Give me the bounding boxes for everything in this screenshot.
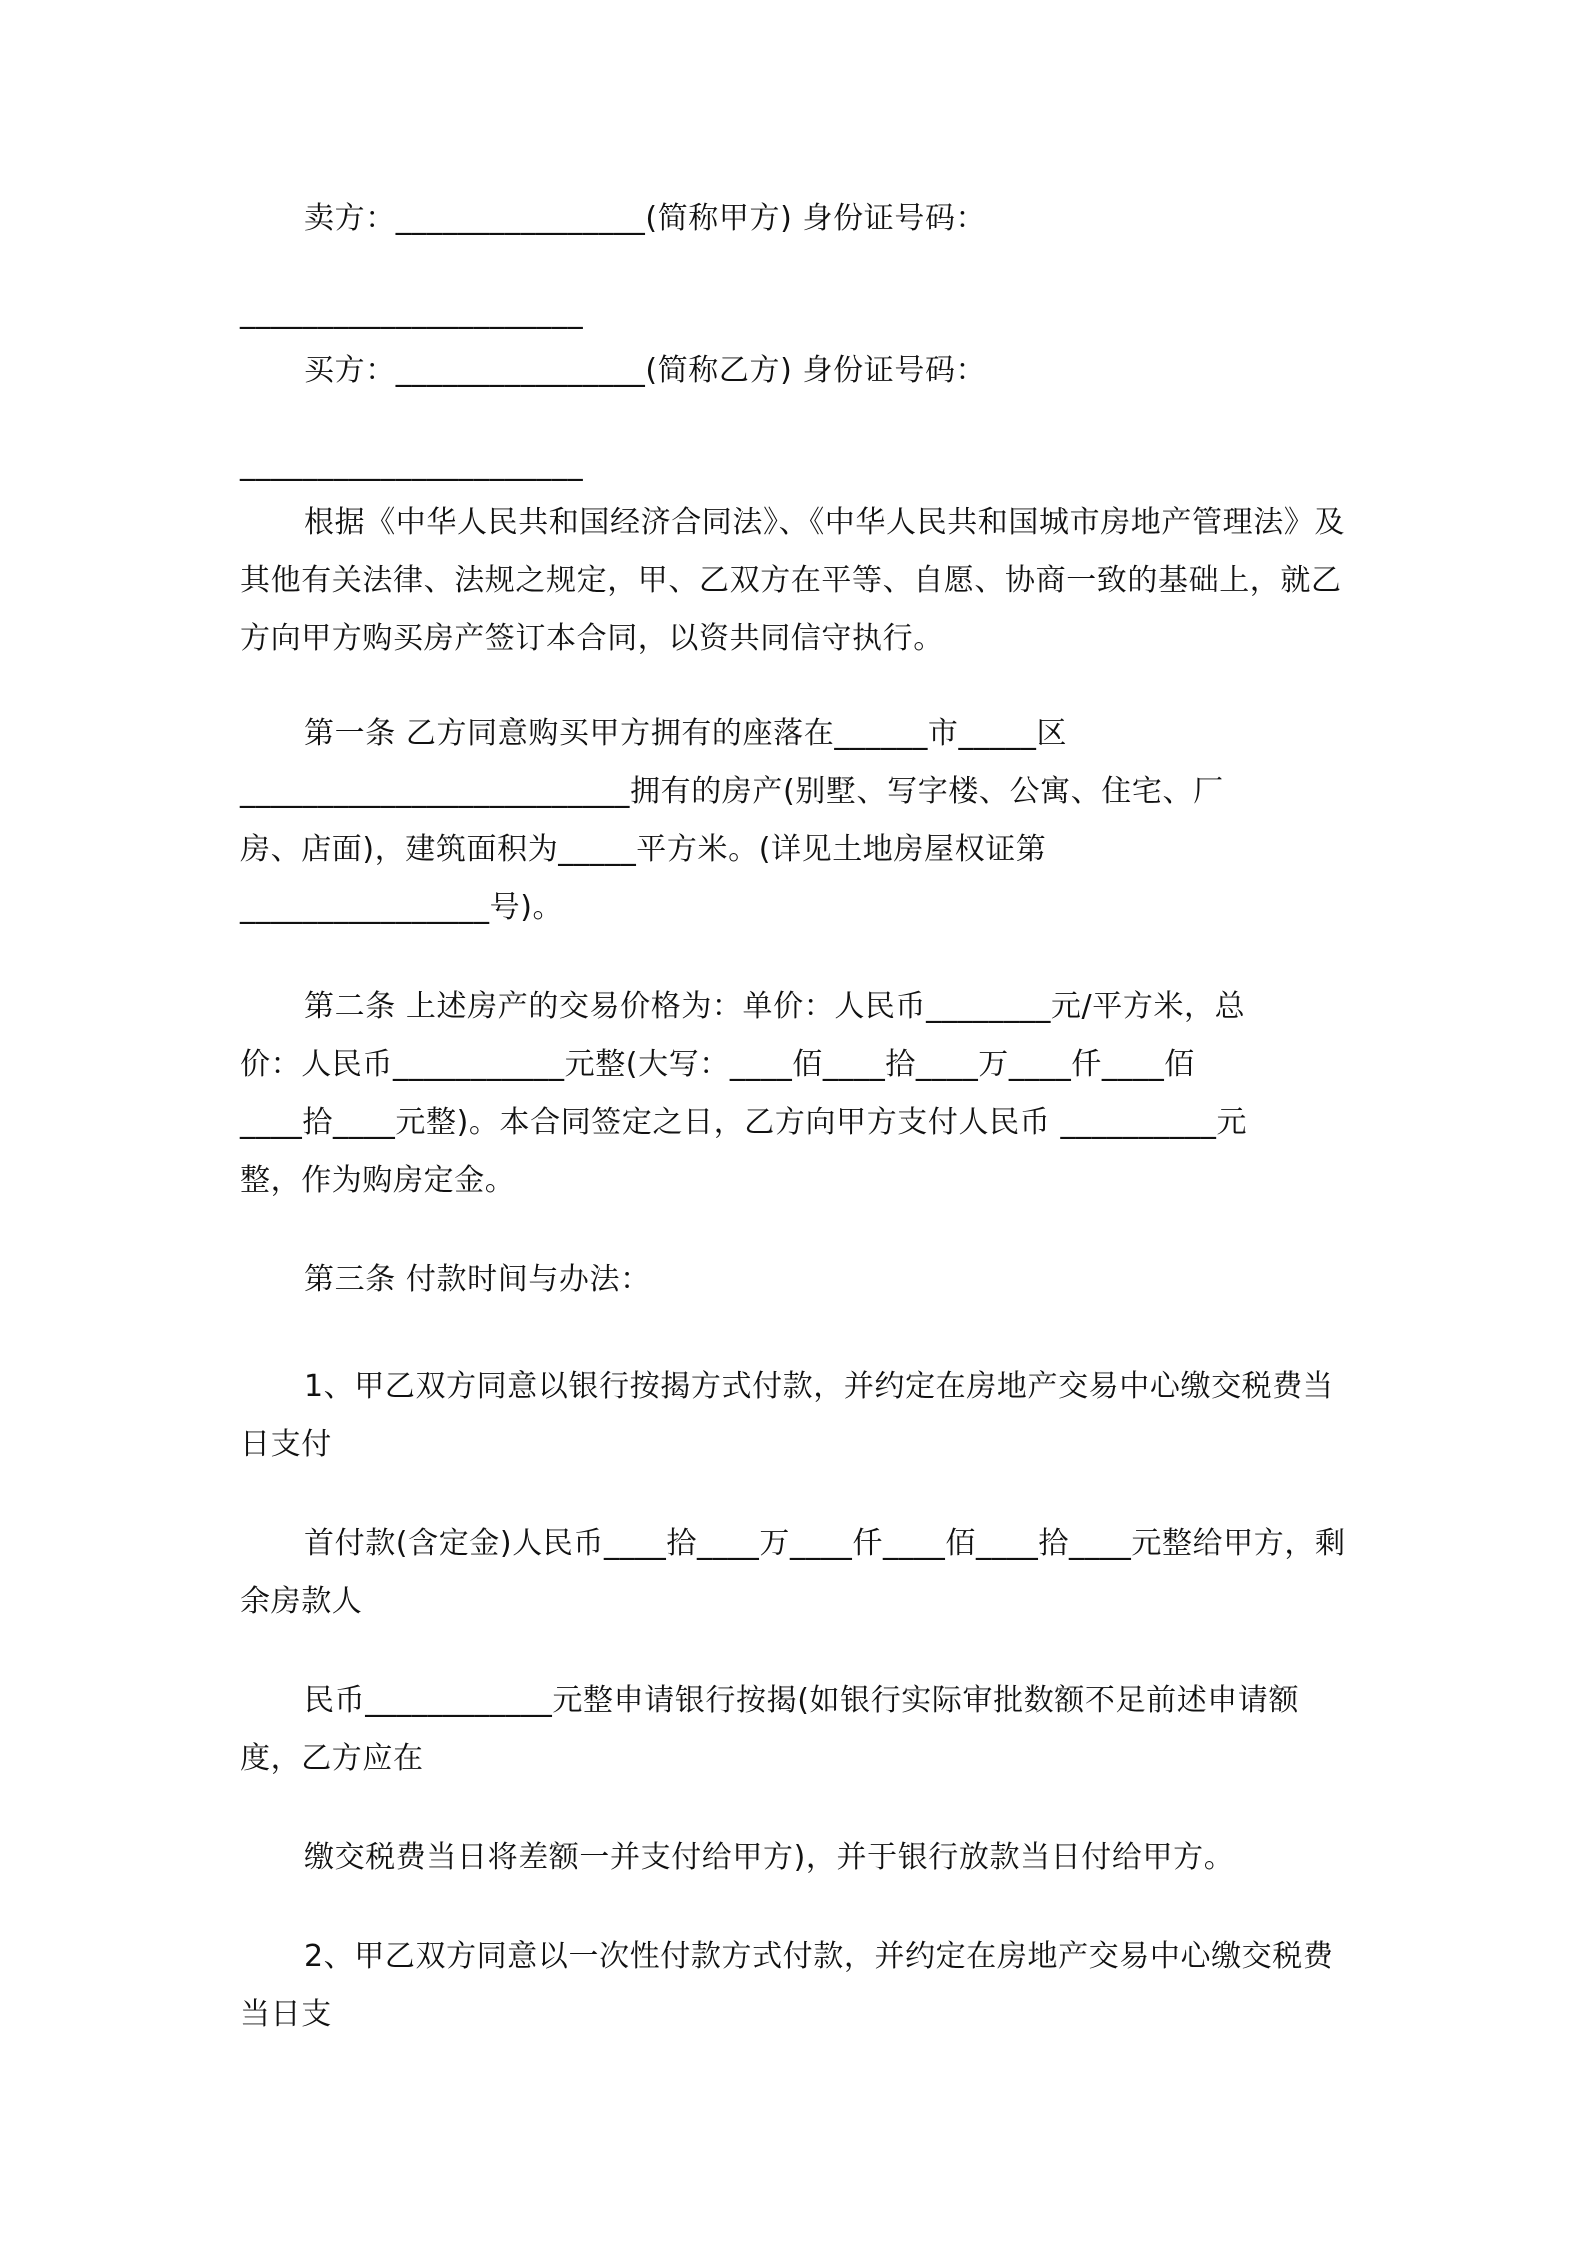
- article-1-line-4: ________________号)。: [240, 890, 564, 925]
- article-3-item-1: 1、甲乙双方同意以银行按揭方式付款，并约定在房地产交易中心缴交税费当日支付: [240, 1369, 1334, 1462]
- article-2-line-3: ____拾____元整)。本合同签定之日，乙方向甲方支付人民币 __________元: [240, 1105, 1248, 1140]
- article-1-line-3: 房、店面)，建筑面积为_____平方米。(详见土地房屋权证第: [240, 832, 1047, 867]
- article-3-item-2: 2、甲乙双方同意以一次性付款方式付款，并约定在房地产交易中心缴交税费当日支: [240, 1939, 1334, 2032]
- article-1-line-1: 第一条 乙方同意购买甲方拥有的座落在______市_____区: [304, 716, 1068, 751]
- buyer-id-blank: ______________________: [240, 447, 584, 482]
- article-1: [240, 705, 1360, 937]
- seller-id-blank: ______________________: [240, 295, 584, 330]
- article-2-line-1: 第二条 上述房产的交易价格为：单价：人民币________元/平方米，总: [304, 989, 1246, 1024]
- difference-paragraph: 缴交税费当日将差额一并支付给甲方)，并于银行放款当日付给甲方。: [304, 1840, 1235, 1875]
- article-2-line-4: 整，作为购房定金。: [240, 1163, 516, 1198]
- mortgage-paragraph: 民币____________元整申请银行按揭(如银行实际审批数额不足前述申请额度，乙方应在: [240, 1683, 1300, 1776]
- contract-body: [240, 190, 1360, 2044]
- buyer-line: 买方：________________(简称乙方) 身份证号码：: [304, 353, 987, 388]
- article-1-line-2: _________________________拥有的房产(别墅、写字楼、公寓、住宅、厂: [240, 774, 1224, 809]
- preamble-paragraph: 根据《中华人民共和国经济合同法》、《中华人民共和国城市房地产管理法》及其他有关法律、法规之规定，甲、乙双方在平等、自愿、协商一致的基础上，就乙方向甲方购买房产签订本合同，以资共同信守执行。: [240, 505, 1345, 656]
- article-3-title: 第三条 付款时间与办法：: [304, 1262, 651, 1297]
- down-payment-paragraph: 首付款(含定金)人民币____拾____万____仟____佰____拾____元整给甲方，剩余房款人: [240, 1526, 1346, 1619]
- seller-line: 卖方：________________(简称甲方) 身份证号码：: [304, 201, 987, 236]
- article-2: [240, 978, 1360, 1210]
- article-2-line-2: 价：人民币___________元整(大写：____佰____拾____万____仟____佰: [240, 1047, 1195, 1082]
